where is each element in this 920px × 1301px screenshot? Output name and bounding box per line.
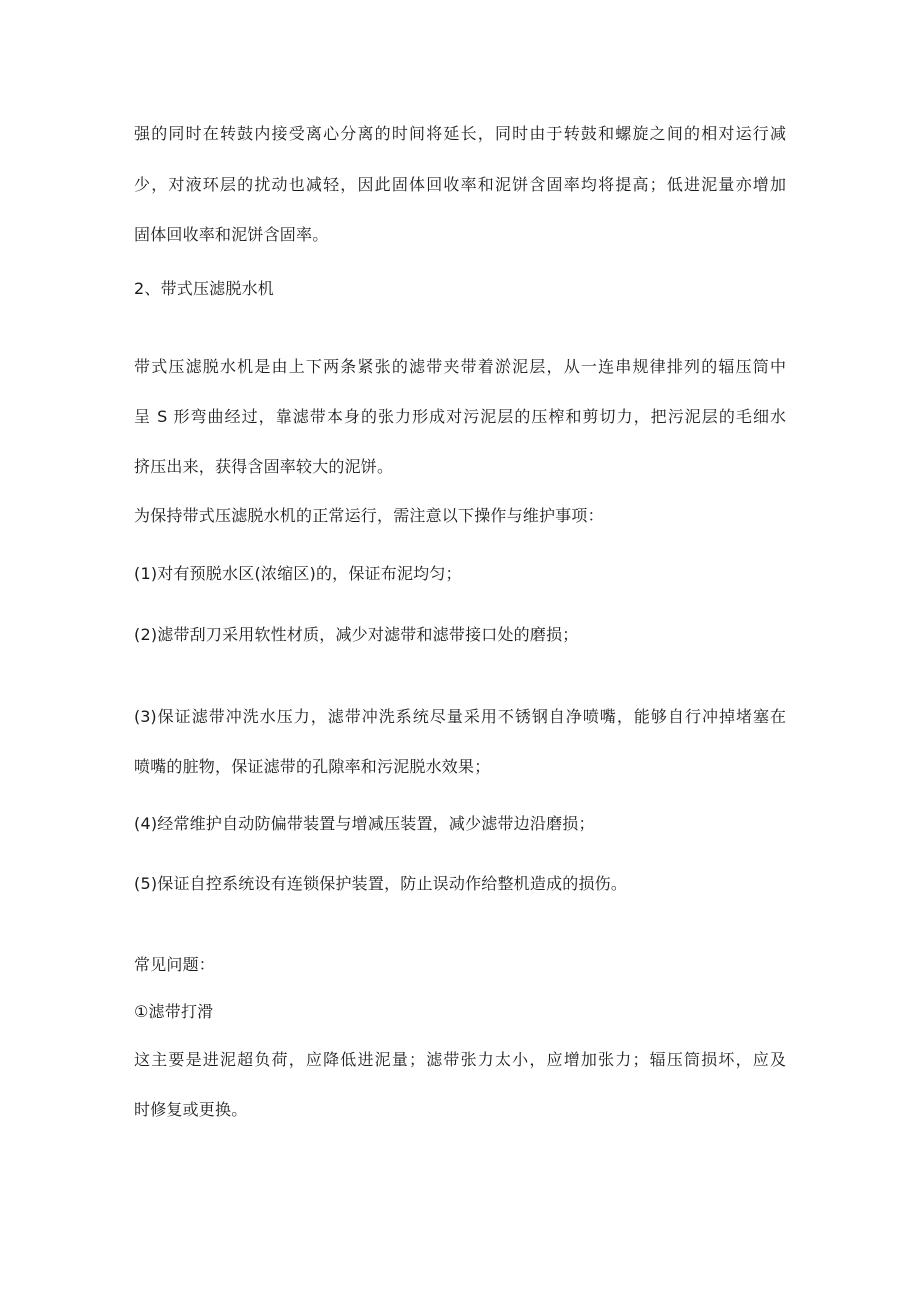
paragraph-2-line-1: 带式压滤脱水机是由上下两条紧张的滤带夹带着淤泥层，从一连串规律排列的辐压筒中 [134,357,786,376]
faq-heading: 常见问题： [134,955,216,974]
paragraph-2-line-3: 挤压出来，获得含固率较大的泥饼。 [134,457,394,476]
section-heading: 2、带式压滤脱水机 [134,279,274,298]
intro-text: 为保持带式压滤脱水机的正常运行，需注意以下操作与维护事项： [134,506,604,525]
faq-item-1-body-line-2: 时修复或更换。 [134,1100,248,1119]
list-item-4: (4)经常维护自动防偏带装置与增减压装置，减少滤带边沿磨损； [134,814,595,833]
paragraph-2-line-2: 呈 S 形弯曲经过，靠滤带本身的张力形成对污泥层的压榨和剪切力，把污泥层的毛细水 [134,407,786,426]
list-item-2: (2)滤带刮刀采用软性材质，减少对滤带和滤带接口处的磨损； [134,625,579,644]
paragraph-1-line-2: 少，对液环层的扰动也减轻，因此固体回收率和泥饼含固率均将提高；低进泥量亦增加 [134,175,786,194]
list-item-3-line-2: 喷嘴的脏物，保证滤带的孔隙率和污泥脱水效果； [134,757,491,776]
paragraph-1-line-3: 固体回收率和泥饼含固率。 [134,225,329,244]
paragraph-1-line-1: 强的同时在转鼓内接受离心分离的时间将延长，同时由于转鼓和螺旋之间的相对运行减 [134,124,786,143]
list-item-3-line-1: (3)保证滤带冲洗水压力，滤带冲洗系统尽量采用不锈钢自净喷嘴，能够自行冲掉堵塞在 [134,707,786,726]
list-item-1: (1)对有预脱水区(浓缩区)的，保证布泥均匀； [134,564,462,583]
faq-item-1-body-line-1: 这主要是进泥超负荷，应降低进泥量；滤带张力太小，应增加张力；辐压筒损坏，应及 [134,1050,786,1069]
list-item-5: (5)保证自控系统设有连锁保护装置，防止误动作给整机造成的损伤。 [134,874,628,893]
faq-item-1-title: ①滤带打滑 [134,1002,214,1021]
